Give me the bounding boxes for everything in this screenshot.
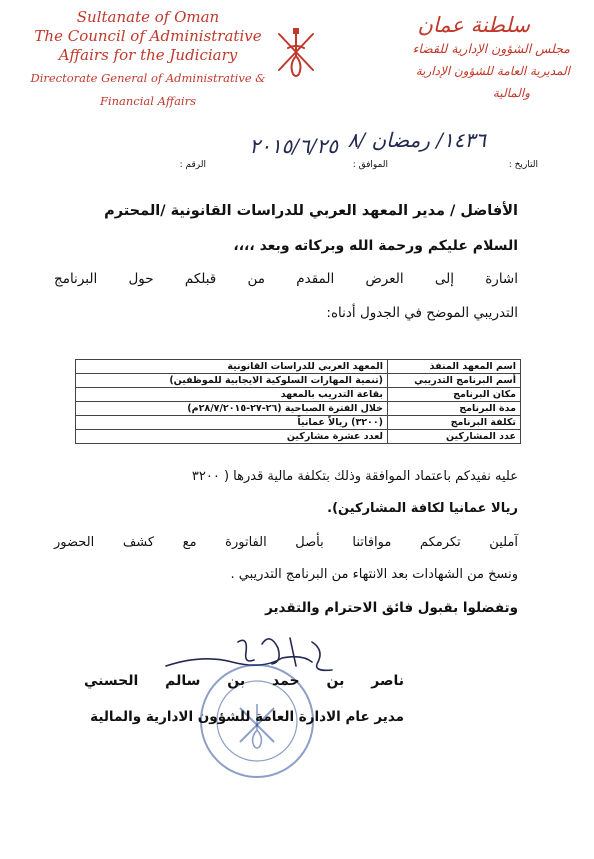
paragraph-1-line-1: اشارة إلى العرض المقدم من قبلكم حول البرنامج: [54, 271, 518, 287]
ref-label: الرقم :: [179, 160, 206, 170]
corresponding-label: الموافق :: [352, 160, 388, 170]
table-cell-value: بقاعة التدريب بالمعهد: [76, 388, 388, 402]
letterhead-arabic: [370, 12, 570, 104]
table-row: [76, 360, 521, 374]
signatory-name: ناصر بن حمد بن سالم الحسني: [84, 673, 404, 689]
table-cell-label: مكان البرنامج: [388, 388, 521, 402]
table-row: [76, 416, 521, 430]
letterhead-en-line: Financial Affairs: [99, 94, 197, 108]
table-cell-value: لعدد عشرة مشاركين: [76, 430, 388, 444]
table-cell-value: (٣٢٠٠) ريالاً عمانياً: [76, 416, 388, 430]
oman-emblem-icon: [273, 26, 319, 82]
paragraph-3-line-2: ونسخ من الشهادات بعد الانتهاء من البرنامج التدريبي .: [230, 567, 518, 582]
table-cell-value: خلال الفترة الصباحية (٢٦-٢٧-٢٨/٧/٢٠١٥م): [76, 402, 388, 416]
greeting: السلام عليكم ورحمة الله وبركاته وبعد ،،،،: [233, 238, 518, 254]
table-cell-label: مدة البرنامج: [388, 402, 521, 416]
paragraph-2-line-2: ريالا عمانيا لكافة المشاركين).: [327, 501, 518, 516]
paragraph-1-line-2: التدريبي الموضح في الجدول أدناه:: [326, 305, 518, 321]
letterhead-english: [28, 8, 268, 111]
table-cell-value: (تنمية المهارات السلوكية الايجابية للموظفين): [76, 374, 388, 388]
closing-line: وتفضلوا بقبول فائق الاحترام والتقدير: [265, 600, 518, 616]
table-row: [76, 402, 521, 416]
hijri-date: ١٤٣٦/ رمضان /٨: [347, 128, 486, 152]
table-cell-label: تكلفة البرنامج: [388, 416, 521, 430]
table-cell-label: اسم المعهد المنفذ: [388, 360, 521, 374]
letterhead-ar-line: سلطنة عمان: [417, 13, 530, 37]
paragraph-2-line-1: عليه نفيدكم باعتماد الموافقة وذلك بتكلفة مالية قدرها ( ٣٢٠٠: [191, 469, 518, 484]
table-cell-label: أسم البرنامج التدريبي: [388, 374, 521, 388]
paragraph-3-line-1: آملين تكرمكم موافاتنا بأصل الفاتورة مع كشف الحضور: [54, 535, 518, 550]
table-cell-value: المعهد العربي للدراسات القانونية: [76, 360, 388, 374]
letterhead-ar-line: والمالية: [492, 86, 530, 100]
letterhead-en-line: Sultanate of Oman: [76, 8, 220, 26]
letterhead-en-line: Directorate General of Administrative &: [30, 71, 266, 85]
date-line: [178, 128, 538, 172]
gregorian-date: ٢٠١٥/٦/٢٥: [249, 134, 338, 158]
letterhead-ar-line: مجلس الشؤون الإدارية للقضاء: [412, 41, 570, 56]
signatory-title: مدير عام الادارة العامة للشؤون الادارية والمالية: [90, 709, 404, 725]
program-table: [75, 359, 521, 444]
letterhead-ar-line: المديرية العامة للشؤون الإدارية: [415, 64, 570, 78]
addressee: الأفاضل / مدير المعهد العربي للدراسات القانونية /المحترم: [104, 203, 518, 219]
table-row: [76, 388, 521, 402]
letterhead-en-line: The Council of Administrative: [34, 27, 262, 45]
table-row: [76, 430, 521, 444]
letterhead-en-line: Affairs for the Judiciary: [58, 46, 238, 64]
table-row: [76, 374, 521, 388]
table-cell-label: عدد المشاركين: [388, 430, 521, 444]
date-label: التاريخ :: [508, 160, 538, 170]
